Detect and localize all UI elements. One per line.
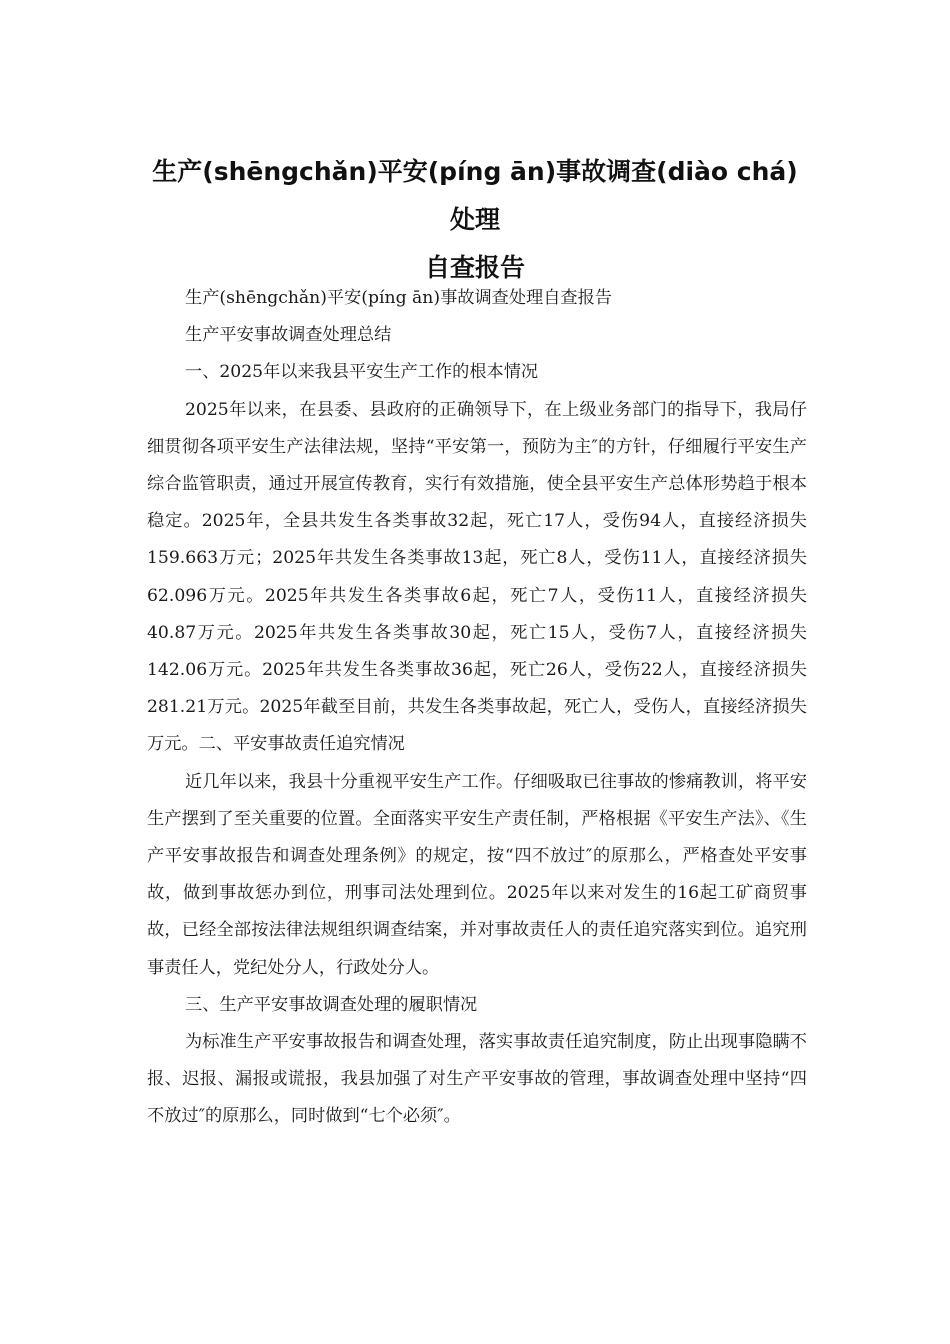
document-body [147,280,807,1136]
title-line-1: 生产(shēngchǎn)平安(píng ān)事故调查(diào chá)处理 [152,157,798,234]
title-line-2: 自查报告 [424,253,525,282]
body-paragraph-1: 2025年以来，在县委、县政府的正确领导下，在上级业务部门的指导下，我局仔细贯彻各项平安生产法律法规，坚持“平安第一，预防为主″的方针，仔细履行平安生产综合监管职责，通过开展宣传教育，实行有效措施，使全县平安生产总体形势趋于根本稳定。2025年，全县共发生各类事故32起，死亡17人，受伤94人，直接经济损失159.663万元；2025年共发生各类事故13起，死亡8人，受伤11人，直接经济损失62.096万元。2025年共发生各类事故6起，死亡7人，受伤11人，直接经济损失40.87万元。2025年共发生各类事故30起，死亡15人，受伤7人，直接经济损失142.06万元。2025年共发生各类事故36起，死亡26人，受伤22人，直接经济损失281.21万元。2025年截至目前，共发生各类事故起，死亡人，受伤人，直接经济损失万元。二、平安事故责任追究情况 [147,399,807,755]
subtitle-paragraph: 生产(shēngchǎn)平安(píng ān)事故调查处理自查报告 [185,288,612,308]
section-heading-3: 三、生产平安事故调查处理的履职情况 [185,994,478,1015]
body-paragraph-2: 近几年以来，我县十分重视平安生产工作。仔细吸取已往事故的惨痛教训，将平安生产摆到了至关重要的位置。全面落实平安生产责任制，严格根据《平安生产法》、《生产平安事故报告和调查处理条例》的规定，按“四不放过″的原那么，严格查处平安事故，做到事故惩办到位，刑事司法处理到位。2025年以来对发生的16起工矿商贸事故，已经全部按法律法规组织调查结案，并对事故责任人的责任追究落实到位。追究刑事责任人，党纪处分人，行政处分人。 [147,771,807,978]
summary-heading: 生产平安事故调查处理总结 [185,325,392,346]
section-heading-1: 一、2025年以来我县平安生产工作的根本情况 [185,362,539,383]
document-title [140,148,810,292]
body-paragraph-3: 为标准生产平安事故报告和调查处理，落实事故责任追究制度，防止出现事隐瞒不报、迟报、漏报或谎报，我县加强了对生产平安事故的管理，事故调查处理中坚持“四不放过″的原那么，同时做到“七个必须″。 [147,1032,807,1127]
